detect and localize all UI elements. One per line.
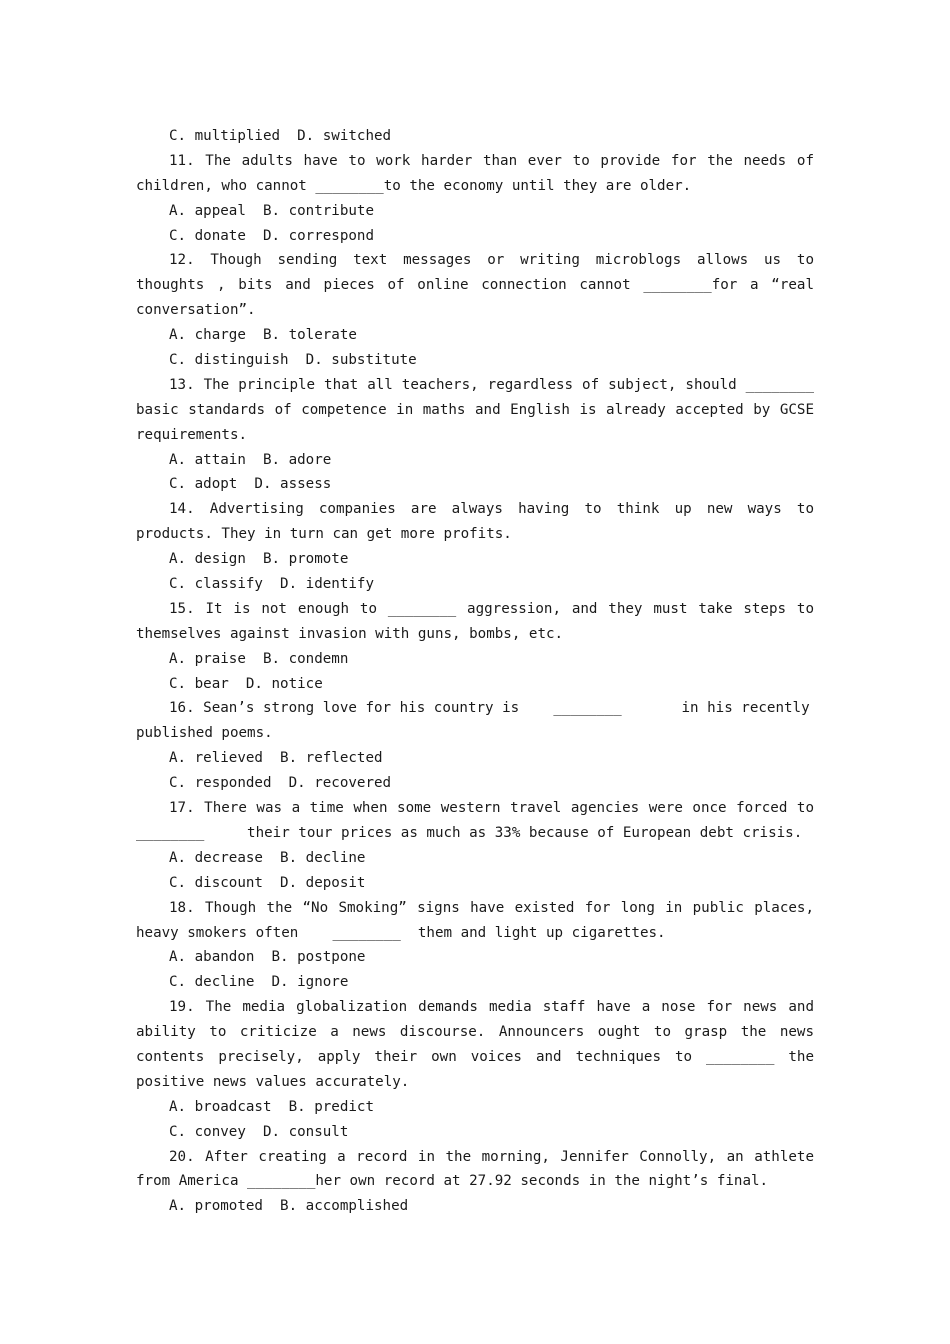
document-page — [136, 124, 814, 1219]
text-line: conversation”. — [136, 302, 256, 319]
text-line: 16. Sean’s strong love for his country is ________ in his recently — [169, 700, 810, 717]
text-line: C. bear D. notice — [169, 675, 323, 692]
text-line: 18. Though the “No Smoking” signs have existed for long in public places, — [169, 899, 814, 916]
text-line: C. convey D. consult — [169, 1123, 349, 1140]
text-line: A. appeal B. contribute — [169, 202, 374, 219]
text-line: published poems. — [136, 725, 273, 742]
text-line: products. They in turn can get more profits. — [136, 526, 512, 543]
text-line: ________ their tour prices as much as 33% because of European debt crisis. — [136, 824, 803, 841]
text-line: A. relieved B. reflected — [169, 750, 383, 767]
text-line: 15. It is not enough to ________ aggression, and they must take steps to — [169, 600, 814, 617]
text-line: requirements. — [136, 426, 248, 443]
text-line: A. design B. promote — [169, 551, 349, 568]
text-line: A. attain B. adore — [169, 451, 332, 468]
text-line: 14. Advertising companies are always having to think up new ways to — [169, 501, 814, 518]
text-line: 17. There was a time when some western travel agencies were once forced to — [169, 800, 814, 817]
text-line: 11. The adults have to work harder than ever to provide for the needs of — [169, 152, 814, 169]
text-line: C. multiplied D. switched — [169, 128, 392, 144]
text-line: themselves against invasion with guns, bombs, etc. — [136, 625, 564, 642]
text-line: 20. After creating a record in the morning, Jennifer Connolly, an athlete — [169, 1148, 814, 1165]
text-line: C. distinguish D. substitute — [169, 352, 417, 369]
text-line: A. promoted B. accomplished — [169, 1198, 409, 1215]
text-line: 19. The media globalization demands media staff have a nose for news and — [169, 999, 814, 1016]
text-line: C. responded D. recovered — [169, 775, 392, 792]
text-line: C. classify D. identify — [169, 576, 374, 593]
text-line: ability to criticize a news discourse. Announcers ought to grasp the news — [136, 1024, 814, 1041]
text-line: A. broadcast B. predict — [169, 1098, 374, 1115]
text-line: A. abandon B. postpone — [169, 949, 366, 966]
text-line: A. praise B. condemn — [169, 650, 349, 667]
text-line: C. donate D. correspond — [169, 227, 374, 244]
text-line: thoughts , bits and pieces of online connection cannot ________for a “real — [136, 277, 814, 294]
text-line: 13. The principle that all teachers, regardless of subject, should ________ — [169, 376, 814, 393]
text-line: C. discount D. deposit — [169, 874, 366, 891]
text-line: positive news values accurately. — [136, 1073, 410, 1090]
text-line: A. decrease B. decline — [169, 849, 366, 866]
text-line: C. decline D. ignore — [169, 974, 349, 991]
text-line: children, who cannot ________to the economy until they are older. — [136, 177, 692, 194]
text-line: A. charge B. tolerate — [169, 327, 357, 344]
text-line: heavy smokers often ________ them and light up cigarettes. — [136, 924, 666, 941]
text-line: 12. Though sending text messages or writing microblogs allows us to — [169, 252, 814, 269]
text-line: basic standards of competence in maths and English is already accepted by GCSE — [136, 401, 814, 418]
text-line: from America ________her own record at 27.92 seconds in the night’s final. — [136, 1173, 769, 1190]
text-line: C. adopt D. assess — [169, 476, 332, 493]
text-line: contents precisely, apply their own voices and techniques to ________ the — [136, 1048, 814, 1065]
